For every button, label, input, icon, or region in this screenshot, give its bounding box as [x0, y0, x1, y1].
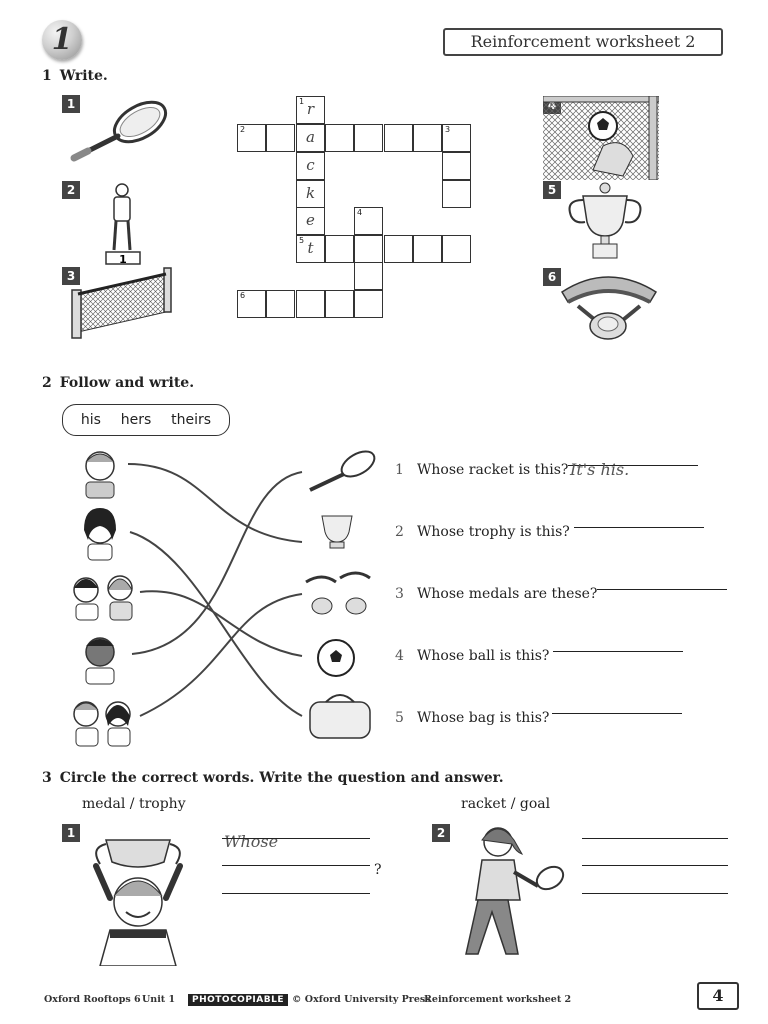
- clue-number-1: 1: [299, 97, 305, 106]
- footer-worksheet: Reinforcement worksheet 2: [424, 994, 572, 1005]
- footer-book: Oxford Rooftops 6: [44, 994, 141, 1005]
- crossword-cell[interactable]: [442, 152, 471, 180]
- crossword-cell[interactable]: [442, 124, 471, 152]
- item-number-1: 1: [62, 824, 80, 842]
- crossword-cell[interactable]: [296, 180, 325, 208]
- section1-number: 1: [42, 68, 52, 84]
- trophy-image: [565, 182, 647, 262]
- options-racket-goal[interactable]: racket / goal: [461, 796, 551, 812]
- word-hers: hers: [120, 412, 152, 428]
- word-his: his: [80, 412, 101, 428]
- crossword-letter: a: [306, 128, 315, 146]
- write-line-1a[interactable]: [222, 838, 370, 839]
- section3-instruction: Circle the correct words. Write the question and answer.: [59, 770, 504, 786]
- question-4: 4 Whose ball is this?: [395, 648, 550, 664]
- crossword-cell[interactable]: [296, 235, 325, 263]
- ball-small-image: [318, 640, 354, 676]
- matching-lines: [120, 444, 320, 744]
- section2-heading: [42, 375, 194, 391]
- word-box: [62, 404, 230, 436]
- answer-line-3[interactable]: [597, 589, 727, 590]
- write-line-2c[interactable]: [582, 893, 728, 894]
- racket-small-image: [310, 446, 379, 490]
- crossword-cell[interactable]: [354, 207, 383, 235]
- crossword-cell[interactable]: [296, 96, 325, 124]
- answer-1-example: It's his.: [570, 460, 630, 479]
- write-line-2b[interactable]: [582, 865, 728, 866]
- crossword-cell[interactable]: [325, 124, 354, 152]
- crossword-cell[interactable]: [442, 180, 471, 208]
- boy-with-trophy-image: [76, 826, 206, 966]
- clue-number-5: 5: [299, 236, 305, 245]
- crossword-cell[interactable]: [325, 290, 354, 318]
- crossword-cell[interactable]: [296, 152, 325, 180]
- section2-number: 2: [42, 375, 52, 391]
- trophy-small-image: [322, 516, 352, 548]
- footer-copyright: © Oxford University Press: [292, 994, 431, 1005]
- photocopiable-badge: PHOTOCOPIABLE: [188, 994, 288, 1005]
- options-medal-trophy[interactable]: medal / trophy: [82, 796, 186, 812]
- crossword-cell[interactable]: [384, 124, 413, 152]
- bag-small-image: [310, 695, 370, 738]
- section3-heading: [42, 770, 504, 786]
- question-3: 3 Whose medals are these?: [395, 586, 598, 602]
- section3-number: 3: [42, 770, 52, 786]
- medal-image: [558, 272, 660, 344]
- clue-number-3: 3: [445, 125, 451, 134]
- section1-instruction: Write.: [59, 68, 108, 84]
- crossword-cell[interactable]: [266, 124, 295, 152]
- page-number: 4: [697, 982, 739, 1010]
- item-number-2: 2: [432, 824, 450, 842]
- start-word: Whose: [224, 832, 279, 851]
- crossword-cell[interactable]: [325, 235, 354, 263]
- picture-number-6: 6: [543, 268, 561, 286]
- question-mark: ?: [374, 862, 382, 878]
- crossword-cell[interactable]: [413, 235, 442, 263]
- objects-column: [300, 446, 382, 746]
- write-line-1c[interactable]: [222, 893, 370, 894]
- crossword-letter: r: [306, 100, 315, 118]
- footer-unit: Unit 1: [142, 994, 176, 1005]
- net-image: [68, 264, 174, 342]
- section2-instruction: Follow and write.: [59, 375, 195, 391]
- crossword-cell[interactable]: [354, 124, 383, 152]
- crossword-cell[interactable]: [354, 235, 383, 263]
- question-5: 5 Whose bag is this?: [395, 710, 550, 726]
- svg-text:1: 1: [119, 253, 127, 266]
- boy-image: [86, 452, 114, 498]
- crossword-letter: t: [307, 239, 314, 257]
- clue-number-6: 6: [240, 291, 246, 300]
- crossword-cell[interactable]: [413, 124, 442, 152]
- goal-image: [543, 96, 659, 180]
- girl-with-racket-image: [452, 820, 572, 964]
- picture-number-3: 3: [62, 267, 80, 285]
- podium-winner-image: [96, 180, 156, 266]
- picture-number-2: 2: [62, 181, 80, 199]
- question-2: 2 Whose trophy is this?: [395, 524, 570, 540]
- crossword-cell[interactable]: [296, 207, 325, 235]
- answer-line-2[interactable]: [574, 527, 704, 528]
- write-line-2a[interactable]: [582, 838, 728, 839]
- worksheet-title: Reinforcement worksheet 2: [443, 28, 723, 56]
- picture-number-1: 1: [62, 95, 80, 113]
- picture-number-5: 5: [543, 181, 561, 199]
- crossword-letter: e: [306, 211, 315, 229]
- crossword-cell[interactable]: [237, 124, 266, 152]
- crossword-cell[interactable]: [442, 235, 471, 263]
- answer-line-5[interactable]: [552, 713, 682, 714]
- unit-number: 1: [51, 22, 73, 57]
- crossword-cell[interactable]: [237, 290, 266, 318]
- answer-line-4[interactable]: [553, 651, 683, 652]
- crossword-cell[interactable]: [384, 235, 413, 263]
- crossword-letter: k: [305, 184, 316, 202]
- question-1: 1 Whose racket is this?: [395, 462, 569, 478]
- clue-number-2: 2: [240, 125, 246, 134]
- crossword-cell[interactable]: [266, 290, 295, 318]
- clue-number-4: 4: [357, 208, 363, 217]
- crossword-cell[interactable]: [354, 290, 383, 318]
- unit-badge: [42, 20, 82, 60]
- crossword-cell[interactable]: [296, 124, 325, 152]
- crossword-cell[interactable]: [296, 290, 325, 318]
- word-theirs: theirs: [171, 412, 212, 428]
- crossword-cell[interactable]: [354, 262, 383, 290]
- racket-image: [66, 98, 170, 164]
- crossword-letter: c: [306, 156, 315, 174]
- medals-small-image: [306, 573, 370, 614]
- write-line-1b[interactable]: [222, 865, 370, 866]
- section1-heading: [42, 68, 108, 84]
